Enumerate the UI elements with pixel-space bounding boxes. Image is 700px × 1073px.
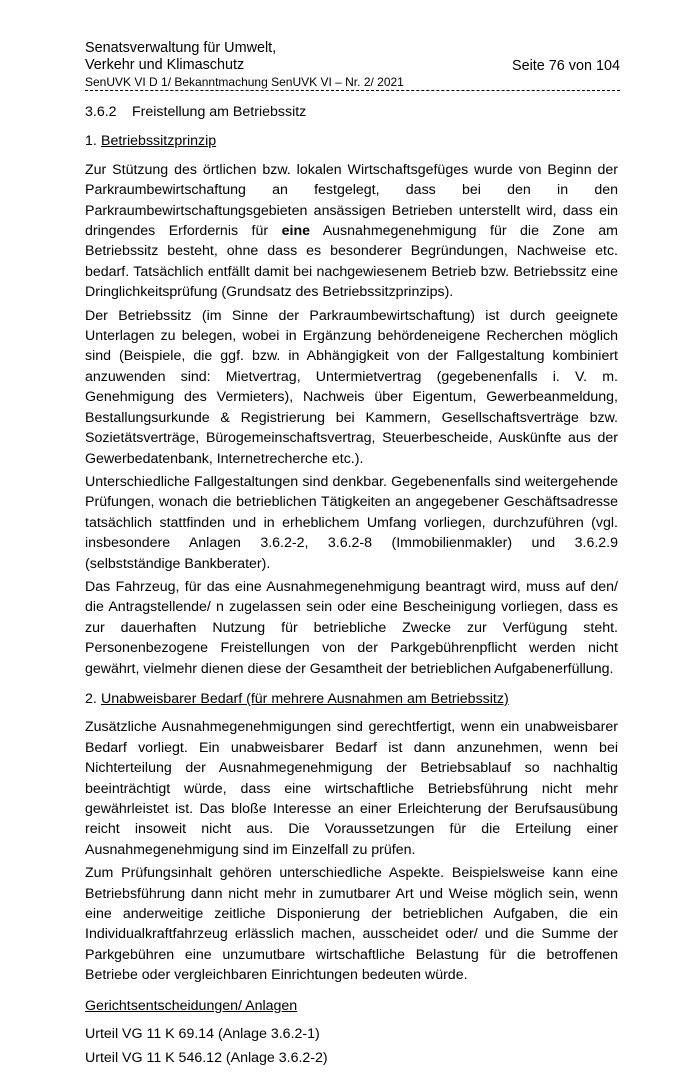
emphasis: eine	[281, 223, 310, 240]
paragraph: Unterschiedliche Fallgestaltungen sind denkbar. Gegebenenfalls sind weitergehende Prüfungen, wonach die betrieblichen Tätigkeiten an angegebener Geschäftsadresse tatsächlich stattfinden und in erheblichem Umfang vorliegen, durchzuführen (vgl. insbesondere Anlagen 3.6.2-2, 3.6.2-8 (Immobilienmakler) und 3.6.2.9 (selbstständige Bankberater).	[85, 473, 618, 572]
document-reference: SenUVK VI D 1/ Bekanntmachung SenUVK VI – Nr. 2/ 2021	[85, 75, 404, 89]
page-content	[85, 102, 618, 1073]
paragraph: Das Fahrzeug, für das eine Ausnahmegenehmigung beantragt wird, muss auf den/ die Antragstellende/ n zugelassen sein oder eine Bescheinigung vorliegen, dass es zur dauerhaften Nutzung für betriebliche Zwecke zur Verfügung steht. Personenbezogene Freistellungen von der Parkgebührenpflicht werden nicht gewährt, vielmehr dienen diese der Gesamtheit der betrieblichen Aufgabenerfüllung.	[85, 578, 618, 677]
subsection-2-heading	[85, 689, 618, 709]
subsection-1-heading	[85, 131, 618, 151]
paragraph: Der Betriebssitz (im Sinne der Parkraumbewirtschaftung) ist durch geeignete Unterlagen zu belegen, wobei in Ergänzung behördeneigene Recherchen möglich sind (Beispiele, die ggf. bzw. in Abhängigkeit von der Fallgestaltung kombiniert anzuwenden sind: Mietvertrag, Untermietvertrag (gegebenenfalls i. V. m. Genehmigung des Vermieters), Nachweis über Eigentum, Gewerbeanmeldung, Bestallungsurkunde & Registrierung bei Kammern, Gesellschaftsverträge bzw. Sozietätsverträge, Bürogemeinschaftsvertrag, Steuerbescheide, Auskünfte aus der Gewerbedatenbank, Internetrecherche etc.).	[85, 307, 618, 467]
paragraph: Zum Prüfungsinhalt gehören unterschiedliche Aspekte. Beispielsweise kann eine Betriebsführung dann nicht mehr in zumutbarer Art und Weise möglich sein, wenn eine anderweitige zeitliche Disponierung der betrieblichen Aufgaben, die ein Individualkraftfahrzeug erlässlich machen, ausscheidet oder/ und die Summe der Parkgebühren eine unzumutbare wirtschaftliche Belastung für die betroffenen Betriebe oder vergleichbaren Einrichtungen bedeuten würde.	[85, 865, 618, 984]
paragraph: Zusätzliche Ausnahmegenehmigungen sind gerechtfertigt, wenn ein unabweisbarer Bedarf vorliegt. Ein unabweisbarer Bedarf ist dann anzunehmen, wenn bei Nichterteilung der Ausnahmegenehmigung der Betriebsablauf so nachhaltig beeinträchtigt würde, dass eine wirtschaftliche Betriebsführung nicht mehr gewährleistet ist. Das bloße Interesse an einer Erleichterung der Berufsausübung reicht insoweit nicht aus. Die Voraussetzungen für die Erteilung einer Ausnahmegenehmigung sind im Einzelfall zu prüfen.	[85, 719, 618, 858]
subsection-2-number: 2.	[85, 690, 97, 707]
subsection-2-title: Unabweisbarer Bedarf (für mehrere Ausnahmen am Betriebssitz)	[101, 690, 509, 707]
section-title: Freistellung am Betriebssitz	[132, 104, 307, 120]
references-heading: Gerichtsentscheidungen/ Anlagen	[85, 997, 298, 1014]
organization-line-2: Verkehr und Klimaschutz	[85, 57, 245, 73]
paragraph: Zur Stützung des örtlichen bzw. lokalen Wirtschaftsgefüges wurde von Beginn der Parkraumbewirtschaftung an festgelegt, dass bei den in den Parkraumbewirtschaftungsgebieten ansässigen Betrieben unterstellt wird, dass ein dringendes Erfordernis für eine Ausnahmegenehmigung für die Zone am Betriebssitz besteht, ohne dass es besonderer Begründungen, Nachweise etc. bedarf. Tatsächlich entfällt damit bei nachgewiesenem Betrieb bzw. Betriebssitz eine Dringlichkeitsprüfung (Grundsatz des Betriebssitzprinzips).	[85, 161, 618, 301]
section-number: 3.6.2	[85, 104, 117, 120]
reference-item: Urteil VG 11 K 546.12 (Anlage 3.6.2-2)	[85, 1050, 328, 1067]
page-number: Seite 76 von 104	[511, 58, 620, 74]
page-header	[85, 40, 620, 90]
subsection-1-number: 1.	[85, 133, 97, 150]
section-heading	[85, 102, 618, 122]
subsection-1-title: Betriebssitzprinzip	[101, 133, 217, 150]
header-divider	[85, 90, 620, 91]
reference-item: Urteil VG 11 K 69.14 (Anlage 3.6.2-1)	[85, 1026, 320, 1043]
organization-line-1: Senatsverwaltung für Umwelt,	[85, 40, 277, 56]
